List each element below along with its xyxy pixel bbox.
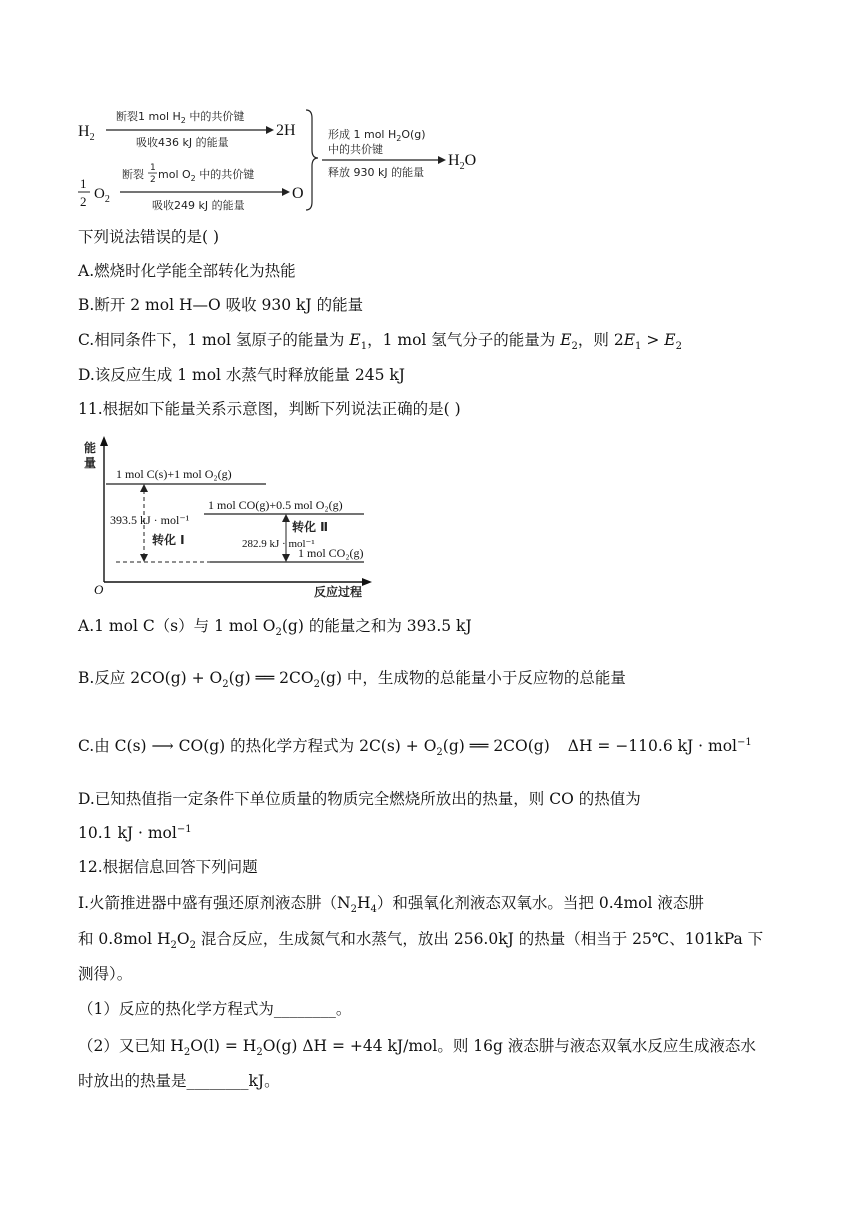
q10-option-d[interactable]: D.该反应生成 1 mol 水蒸气时释放能量 245 kJ [78, 366, 405, 384]
o2-coef-num: 1 [80, 176, 87, 191]
q11-option-d-line2 [78, 822, 192, 844]
q12-p2-end: 混合反应，生成氮气和水蒸气，放出 256.0kJ 的热量（相当于 25℃、101kPa 下 [195, 930, 764, 948]
q12-q2-s2: 2 [256, 1047, 263, 1059]
step-2-label: 转化 Ⅱ [292, 520, 329, 534]
q11-b-sub1: 2 [222, 679, 229, 691]
q10-option-b[interactable]: B.断开 2 mol H—O 吸收 930 kJ 的能量 [78, 296, 364, 314]
q12-q2-mid2: O(g) ΔH = +44 kJ/mol。则 16g 液态肼与液态双氧水反应生成液态水 [262, 1037, 756, 1055]
q10-c-e1: E [349, 331, 361, 349]
form-release-label: 释放 930 kJ 的能量 [328, 166, 425, 179]
q11-a-mol: 1 mol O [214, 617, 276, 635]
q12-p1-end: ）和强氧化剂液态双氧水。当把 0.4mol 液态肼 [376, 894, 704, 912]
q10-c-e1b: E [623, 331, 636, 349]
q12-part1-line3: 测得）。 [78, 965, 133, 983]
q11-option-c[interactable] [78, 735, 752, 757]
q11-b-mid: (g) ══ 2CO [228, 669, 314, 687]
h2-break-label: 断裂1 mol $H_2$ 中的共价键 [116, 110, 245, 125]
o2-coef-den: 2 [80, 194, 87, 209]
q12-p2-o: O [176, 930, 190, 948]
q10-c-e2b-sub: 2 [675, 341, 682, 353]
o-product: O [292, 185, 304, 202]
q11-a-mol-tail: (g) [281, 617, 304, 635]
q11-c-mid: (g) ══ 2CO(g) [442, 737, 550, 755]
q10-c-e2b: E [664, 331, 676, 349]
q10-stem: 下列说法错误的是( ) [78, 228, 220, 246]
q12-p1-s1: 2 [350, 904, 357, 916]
o2-reactant: $O_2$ [94, 186, 110, 205]
q12-sub-question-2 [78, 1035, 756, 1057]
x-axis-label: 反应过程 [314, 585, 363, 599]
q12-p1-h: H [357, 894, 371, 912]
o2-absorb-label: 吸收249 kJ 的能量 [152, 199, 245, 212]
q10-c-mid: ，1 mol 氢气分子的能量为 [367, 331, 561, 349]
level-bottom-label: 1 mol CO₂(g) [298, 546, 364, 560]
q12-sub-question-2-line2: 时放出的热量是________kJ。 [78, 1072, 280, 1090]
q11-c-pre: C.由 C(s) ⟶ CO(g) 的热化学方程式为 2C(s) + O [78, 737, 437, 755]
water-product: $H_2O$ [448, 152, 477, 172]
q11-option-d-line1[interactable]: D.已知热值指一定条件下单位质量的物质完全燃烧所放出的热量，则 CO 的热值为 [78, 790, 641, 808]
q10-option-a[interactable]: A.燃烧时化学能全部转化为热能 [78, 262, 296, 280]
energy-2-label: 282.9 kJ · mol⁻¹ [242, 538, 315, 550]
q10-c-then: ，则 2 [577, 331, 624, 349]
energy-level-diagram [80, 434, 380, 602]
q11-c-sub: 2 [436, 747, 443, 759]
level-mid-label: 1 mol CO(g)+0.5 mol O₂(g) [208, 498, 343, 512]
q12-part1-line1 [78, 892, 704, 914]
q10-c-e2: E [560, 331, 572, 349]
q11-d-value: 10.1 kJ · mol [78, 824, 177, 842]
q11-option-a[interactable] [78, 615, 472, 637]
origin-label: O [94, 582, 104, 597]
q12-sub-question-1: （1）反应的热化学方程式为________。 [78, 1000, 352, 1018]
q11-a-mol-sub: 2 [275, 627, 282, 639]
o2-break-label: mol $O_2$ 中的共价键 [158, 168, 255, 183]
q11-b-pre: B.反应 2CO(g) + O [78, 669, 223, 687]
bond-energy-diagram [74, 98, 514, 218]
q11-option-b[interactable] [78, 667, 626, 689]
q10-option-c[interactable] [78, 329, 682, 351]
q12-part1-line2 [78, 928, 763, 950]
step-1-label: 转化 Ⅰ [152, 533, 185, 547]
q11-c-dh-sup: −1 [736, 736, 752, 748]
h2-absorb-label: 吸收436 kJ 的能量 [136, 136, 229, 149]
q10-c-e1b-sub: 1 [635, 341, 642, 353]
form-label-2: 中的共价键 [328, 143, 383, 156]
h2-reactant: $H_2$ [78, 123, 95, 143]
h2-product: 2H [276, 122, 296, 139]
q12-q2-mid1: O(l) = H [190, 1037, 257, 1055]
energy-1-label: 393.5 kJ · mol⁻¹ [110, 513, 190, 527]
q10-c-e1-sub: 1 [360, 341, 368, 353]
q10-c-e2-sub: 2 [571, 341, 578, 353]
q11-stem: 11.根据如下能量关系示意图，判断下列说法正确的是( ) [78, 400, 461, 418]
q12-stem: 12.根据信息回答下列问题 [78, 858, 258, 876]
q12-q2-pre: （2）又已知 H [78, 1037, 184, 1055]
q11-b-sub2: 2 [313, 679, 320, 691]
q12-p1-s2: 4 [370, 904, 377, 916]
y-axis-label-1: 能 [84, 441, 97, 455]
q12-q2-s1: 2 [183, 1047, 191, 1059]
o2-break-frac-num: 1 [150, 163, 156, 173]
level-top-label: 1 mol C(s)+1 mol O₂(g) [116, 467, 232, 481]
o2-break-label-pre: 断裂 [122, 168, 144, 181]
q11-d-sup: −1 [176, 823, 192, 835]
o2-break-frac-den: 2 [150, 175, 156, 185]
q11-b-end: (g) 中，生成物的总能量小于反应物的总能量 [319, 669, 626, 687]
q11-a-end: 的能量之和为 393.5 kJ [303, 617, 472, 635]
q12-p2-s1: 2 [170, 940, 177, 952]
q12-p2-pre: 和 0.8mol H [78, 930, 171, 948]
q12-p2-s2: 2 [189, 940, 196, 952]
q10-c-pre: C.相同条件下，1 mol 氢原子的能量为 [78, 331, 350, 349]
q11-c-dh: ΔH = −110.6 kJ · mol [567, 737, 737, 755]
form-label-1: 形成 1 mol $H_2O(g)$ [328, 128, 426, 143]
q10-c-gt: > [641, 331, 665, 349]
brace [306, 110, 318, 210]
q11-a-pre: A.1 mol C（s）与 [78, 617, 215, 635]
q12-p1-pre: Ⅰ.火箭推进器中盛有强还原剂液态肼（N [78, 894, 351, 912]
y-axis-label-2: 量 [84, 456, 97, 470]
